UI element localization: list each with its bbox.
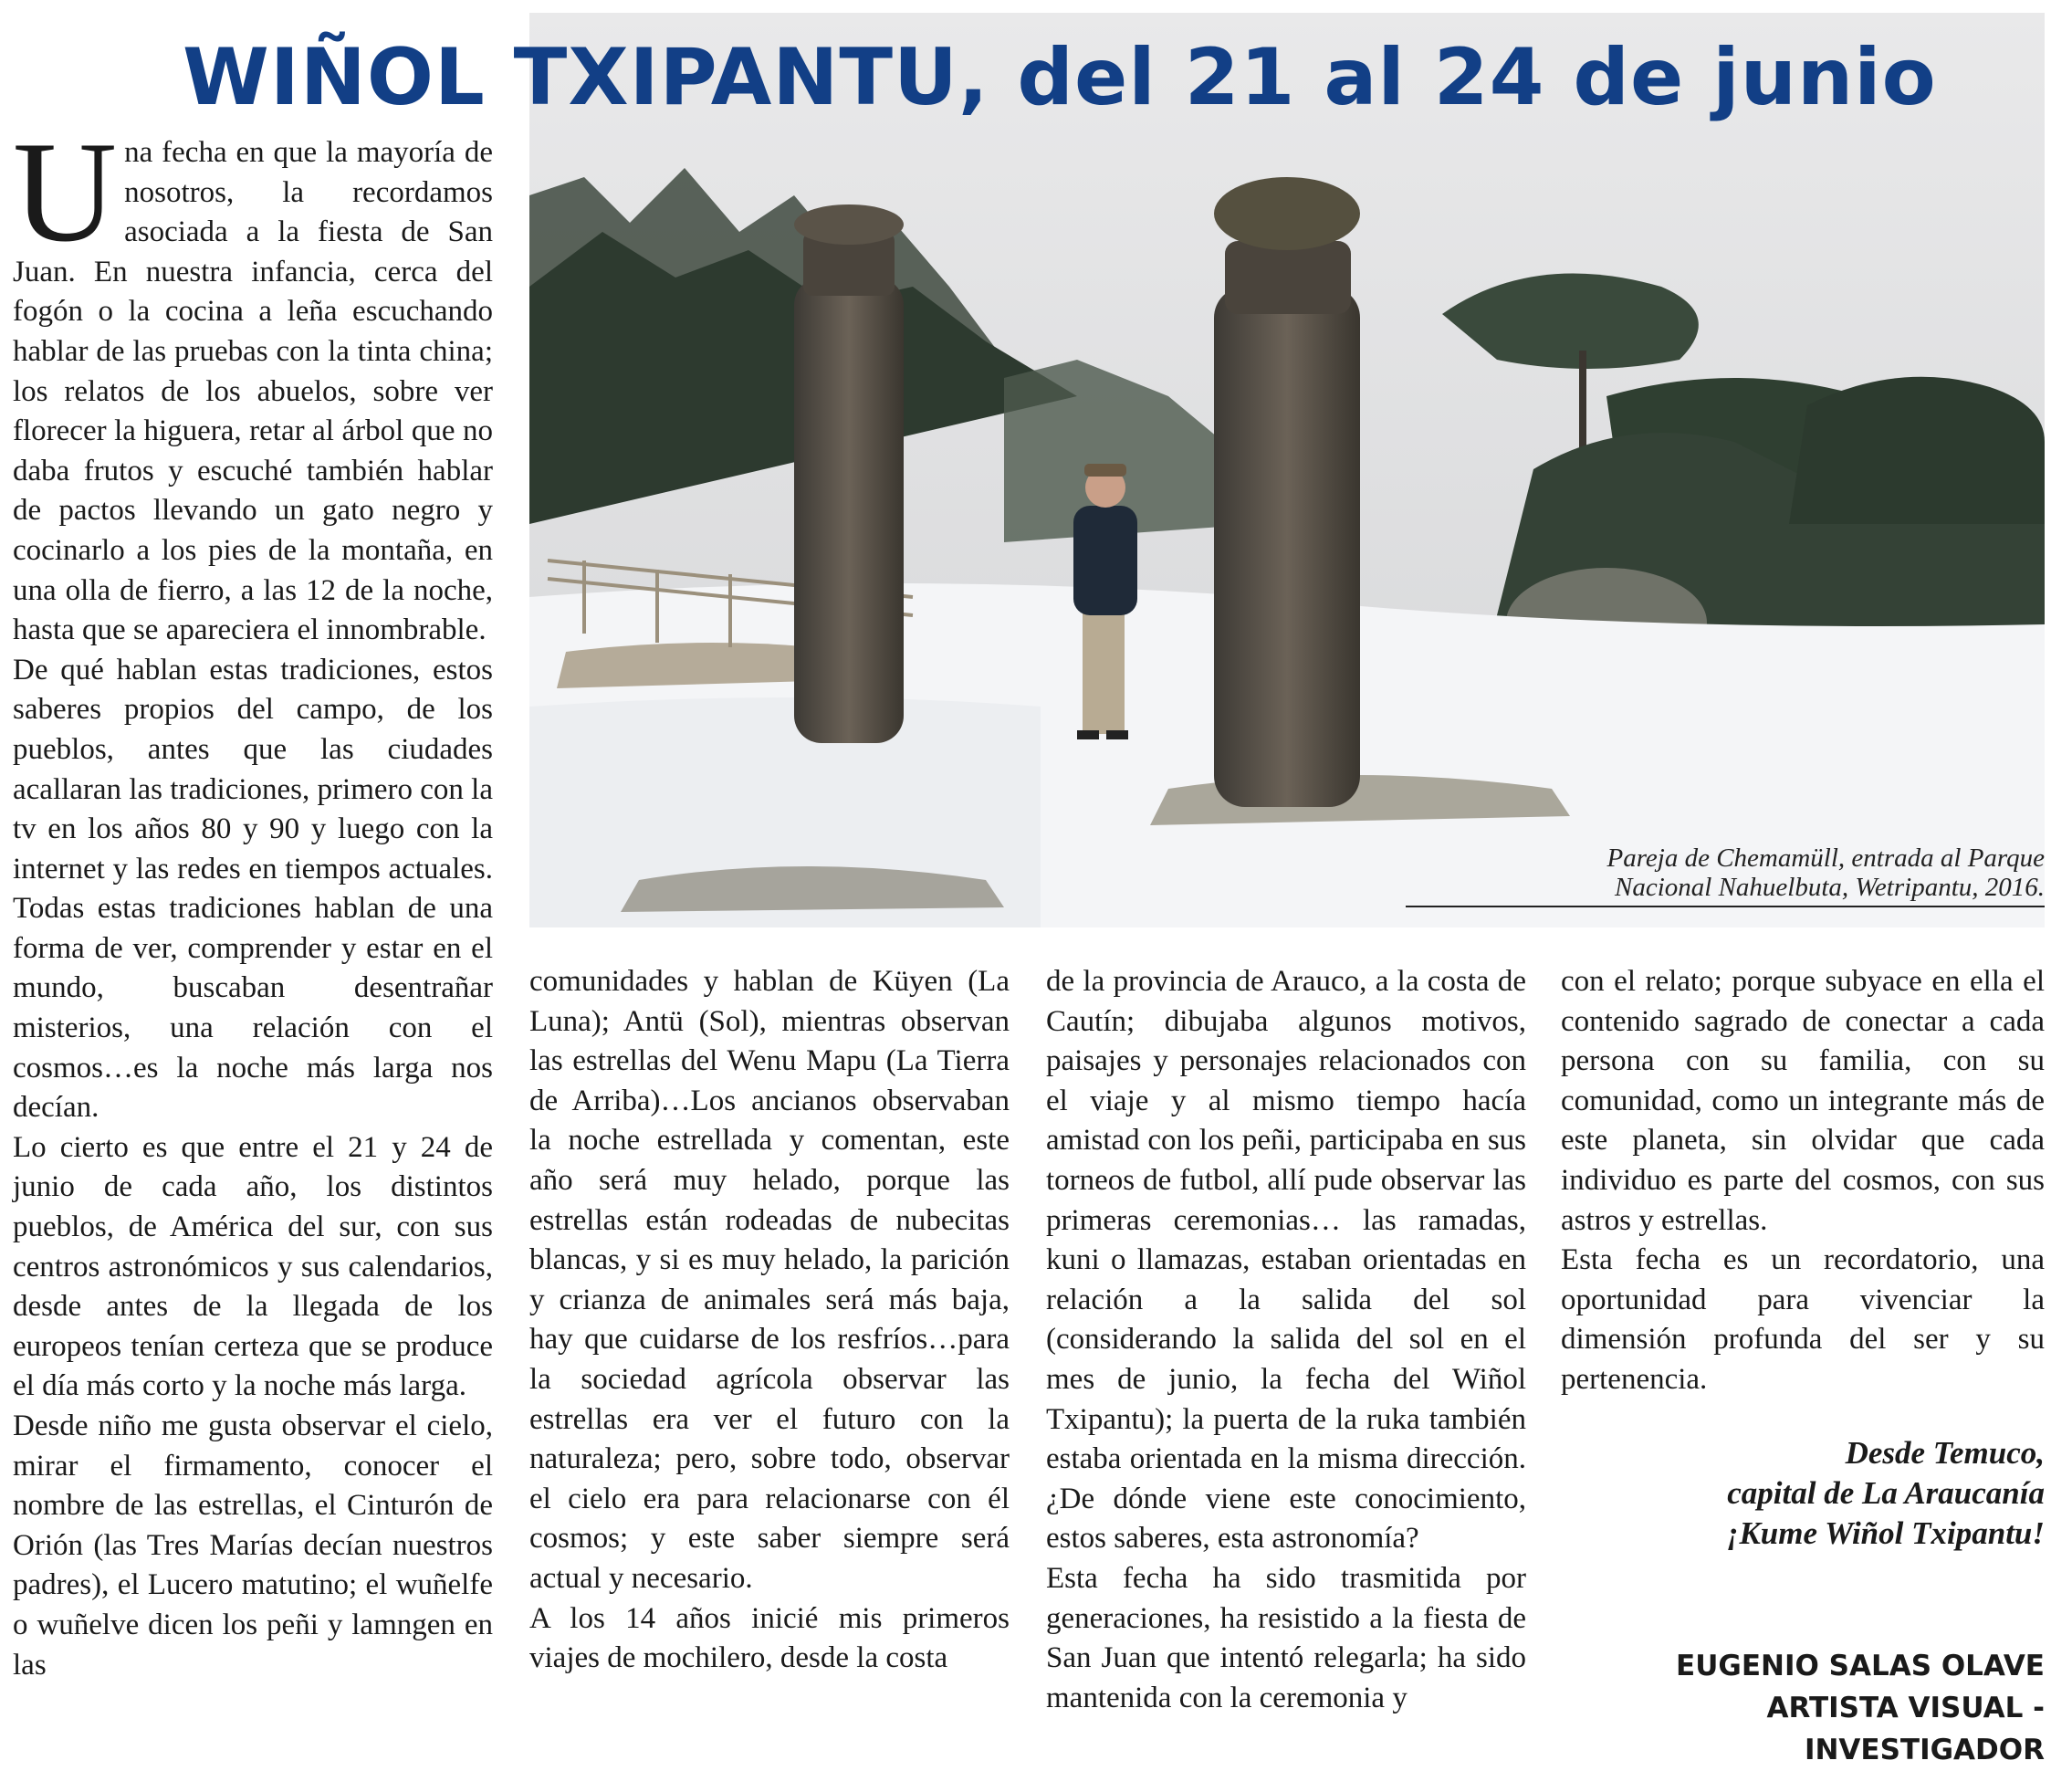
paragraph: comunidades y hablan de Küyen (La Luna); Antü (Sol), mientras observan las estrellas del Wenu Mapu (La Tierra de Arriba)…Los ancianos observaban la noche estrellada y comentan, este año será muy helado, porque las estrellas están rodeadas de nubecitas blancas, y si es muy helado, la parición y crianza de animales será más baja, hay que cuidarse de los resfríos…para la sociedad agrícola observar las estrellas era ver el futuro con la naturaleza; pero, sobre todo, observar el cielo era para relacionarse con él cosmos; y este saber siempre será actual y necesario. [529,965,1010,1595]
photo-caption-line-2: Nacional Nahuelbuta, Wetripantu, 2016. [1615,873,2045,902]
paragraph: Lo cierto es que entre el 21 y 24 de junio de cada año, los distintos pueblos, de América del sur, con sus centros astronómicos y sus calendarios, desde antes de la llegada de los europeos tenían certeza que se produce el día más corto y la noche más larga. [13,1130,493,1403]
author-name: EUGENIO SALAS OLAVE [1676,1650,2045,1682]
signoff [1561,1433,2045,1554]
photo-chemamull-illustration [529,13,2045,927]
drop-cap: U [13,112,118,272]
article-column-3 [1046,962,1526,1718]
paragraph: Esta fecha ha sido trasmitida por generaciones, ha resistido a la fiesta de San Juan que intentó relegarla; ha sido mantenida con la ceremonia y [1046,1561,1526,1714]
article-column-1 [13,112,493,1685]
signoff-line-3: ¡Kume Wiñol Txipantu! [1726,1515,2045,1551]
photo-caption [1406,844,2045,907]
paragraph: Esta fecha es un recordatorio, una oportunidad para vivenciar la dimensión profunda del ser y su pertenencia. [1561,1243,2045,1396]
author-role: ARTISTA VISUAL - INVESTIGADOR [1766,1692,2045,1766]
paragraph [13,112,493,651]
paragraph: de la provincia de Arauco, a la costa de Cautín; dibujaba algunos motivos, paisajes y personajes relacionados con el viaje y al mismo tiempo hacía amistad con los peñi, participaba en sus torneos de futbol, allí pude observar las primeras ceremonias… las ramadas, kuni o llamazas, estaban orientadas en relación a la salida del sol (considerando la salida del sol en el mes de junio, la fecha del Wiñol Txipantu); la puerta de la ruka también estaba orientada en la misma dirección. ¿De dónde viene este conocimiento, estos saberes, esta astronomía? [1046,965,1526,1556]
paragraph: con el relato; porque subyace en ella el contenido sagrado de conectar a cada persona con su familia, con su comunidad, como un integrante más de este planeta, sin olvidar que cada individuo es parte del cosmos, con sus astros y estrellas. [1561,965,2045,1237]
chemamull-right [1214,177,1360,807]
paragraph: Desde niño me gusta observar el cielo, mirar el firmamento, conocer el nombre de las estrellas, el Cinturón de Orión (las Tres Marías decían nuestros padres), el Lucero matutino; el wuñelfe o wuñelve dicen los peñi y lamngen en las [13,1409,493,1682]
headline: WIÑOL TXIPANTU, del 21 al 24 de junio [183,32,1937,123]
signoff-line-1: Desde Temuco, [1845,1435,2045,1471]
article-photo [529,13,2045,927]
paragraph: A los 14 años inicié mis primeros viajes de mochilero, desde la costa [529,1601,1010,1675]
author-block [1561,1645,2045,1771]
signoff-line-2: capital de La Araucanía [1727,1475,2045,1511]
photo-caption-line-1: Pareja de Chemamüll, entrada al Parque [1606,844,2045,873]
article-column-4 [1561,962,2045,1400]
paragraph: De qué hablan estas tradiciones, estos saberes propios del campo, de los pueblos, antes que las ciudades acallaran las tradiciones, primero con la tv en los años 80 y 90 y luego con la internet y las redes en tiempos actuales. Todas estas tradiciones hablan de una forma de ver, comprender y estar en el mundo, buscaban desentrañar misterios, una relación con el cosmos…es la noche más larga nos decían. [13,653,493,1125]
article-column-2 [529,962,1010,1679]
chemamull-left [794,204,904,743]
paragraph-text: na fecha en que la mayoría de nosotros, la recordamos asociada a la fiesta de San Juan. En nuestra infancia, cerca del fogón o la cocina a leña escuchando hablar de las pruebas con la tinta china; los relatos de los abuelos, sobre ver florecer la higuera, retar al árbol que no daba frutos y escuché también hablar de pactos llevando un gato negro y cocinarlo a los pies de la montaña, en una olla de fierro, a las 12 de la noche, hasta que se apareciera el innombrable. [13,136,493,647]
